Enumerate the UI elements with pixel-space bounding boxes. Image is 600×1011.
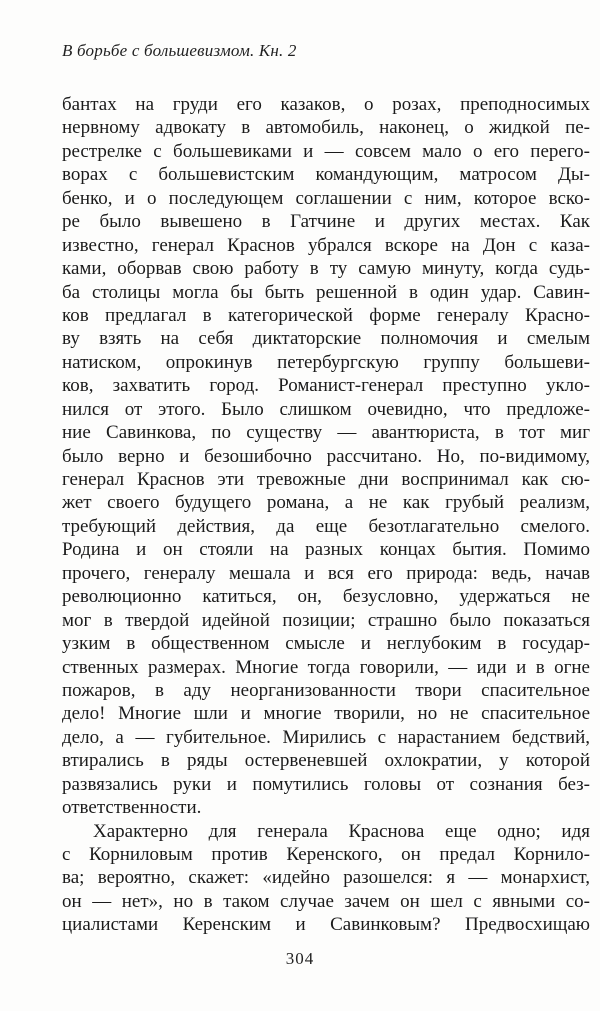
- text-line: ками, оборвав свою работу в ту самую минуту, когда судь-: [62, 258, 590, 280]
- text-line: бенко, и о последующем соглашении с ним, которое вско-: [62, 187, 590, 209]
- text-line: ние Савинкова, по существу — авантюриста, в тот миг: [62, 422, 590, 444]
- text-line: генерал Краснов эти тревожные дни воспринимал как сю-: [62, 469, 590, 490]
- text-line: прочего, генералу мешала и вся его природа: ведь, начав: [62, 562, 590, 584]
- text-line: рестрелке с большевиками и — совсем мало о его перего-: [62, 140, 590, 162]
- page-number: 304: [285, 949, 315, 968]
- text-line-paragraph-end: ответственности.: [62, 797, 202, 819]
- text-line: ба столицы могла бы быть решенной в один удар. Савин-: [62, 281, 590, 303]
- text-line: ков предлагал в категорической форме генералу Красно-: [62, 304, 590, 326]
- text-line: развязались руки и помутились головы от сознания без-: [62, 773, 590, 795]
- text-line: Родина и он стояли на разных концах бытия. Помимо: [62, 539, 590, 561]
- text-line: втирались в ряды остервеневшей охлократии, у которой: [62, 750, 590, 772]
- running-header: В борьбе с большевизмом. Кн. 2: [62, 41, 297, 60]
- text-line: ственных размерах. Многие тогда говорили, — иди и в огне: [62, 656, 590, 678]
- text-line-paragraph-start: Характерно для генерала Краснова еще одно; идя: [93, 820, 590, 842]
- text-line: ву взять на себя диктаторские полномочия и смелым: [62, 328, 590, 350]
- text-line: он — нет», но в таком случае зачем он шел с явными со-: [62, 890, 590, 912]
- text-line: нился от этого. Было слишком очевидно, что предложе-: [62, 398, 590, 420]
- text-line: бантах на груди его казаков, о розах, преподносимых: [62, 94, 590, 115]
- text-line: ворах с большевистским командующим, матросом Ды-: [62, 164, 590, 186]
- text-line: мог в твердой идейной позиции; страшно было показаться: [62, 609, 590, 631]
- body-text: [62, 93, 590, 937]
- text-line: циалистами Керенским и Савинковым? Предвосхищаю: [62, 914, 590, 936]
- text-line: требующий действия, да еще безотлагательно смелого.: [62, 515, 590, 537]
- text-line: узким в общественном смысле и неглубоким в государ-: [62, 633, 590, 655]
- text-line: натиском, опрокинув петербургскую группу большеви-: [62, 351, 590, 373]
- text-line: революционно катиться, он, безусловно, удержаться не: [62, 586, 590, 608]
- text-line: жет своего будущего романа, а не как грубый реализм,: [62, 492, 590, 514]
- text-line: дело! Многие шли и многие творили, но не спасительное: [62, 703, 590, 725]
- text-line: с Корниловым против Керенского, он предал Корнило-: [62, 844, 590, 865]
- text-line: было верно и безошибочно рассчитано. Но, по-видимому,: [62, 445, 590, 467]
- text-line: нервному адвокату в автомобиль, наконец, о жидкой пе-: [62, 117, 590, 139]
- text-line: ва; вероятно, скажет: «идейно разошелся: я — монархист,: [62, 867, 590, 889]
- text-line: ре было вывешено в Гатчине и других местах. Как: [62, 211, 590, 233]
- text-line: ков, захватить город. Романист-генерал преступно укло-: [62, 375, 590, 397]
- text-line: пожаров, в аду неорганизованности твори спасительное: [62, 679, 590, 701]
- text-line: известно, генерал Краснов убрался вскоре на Дон с каза-: [62, 234, 590, 256]
- text-line: дело, а — губительное. Мирились с нарастанием бедствий,: [62, 726, 590, 748]
